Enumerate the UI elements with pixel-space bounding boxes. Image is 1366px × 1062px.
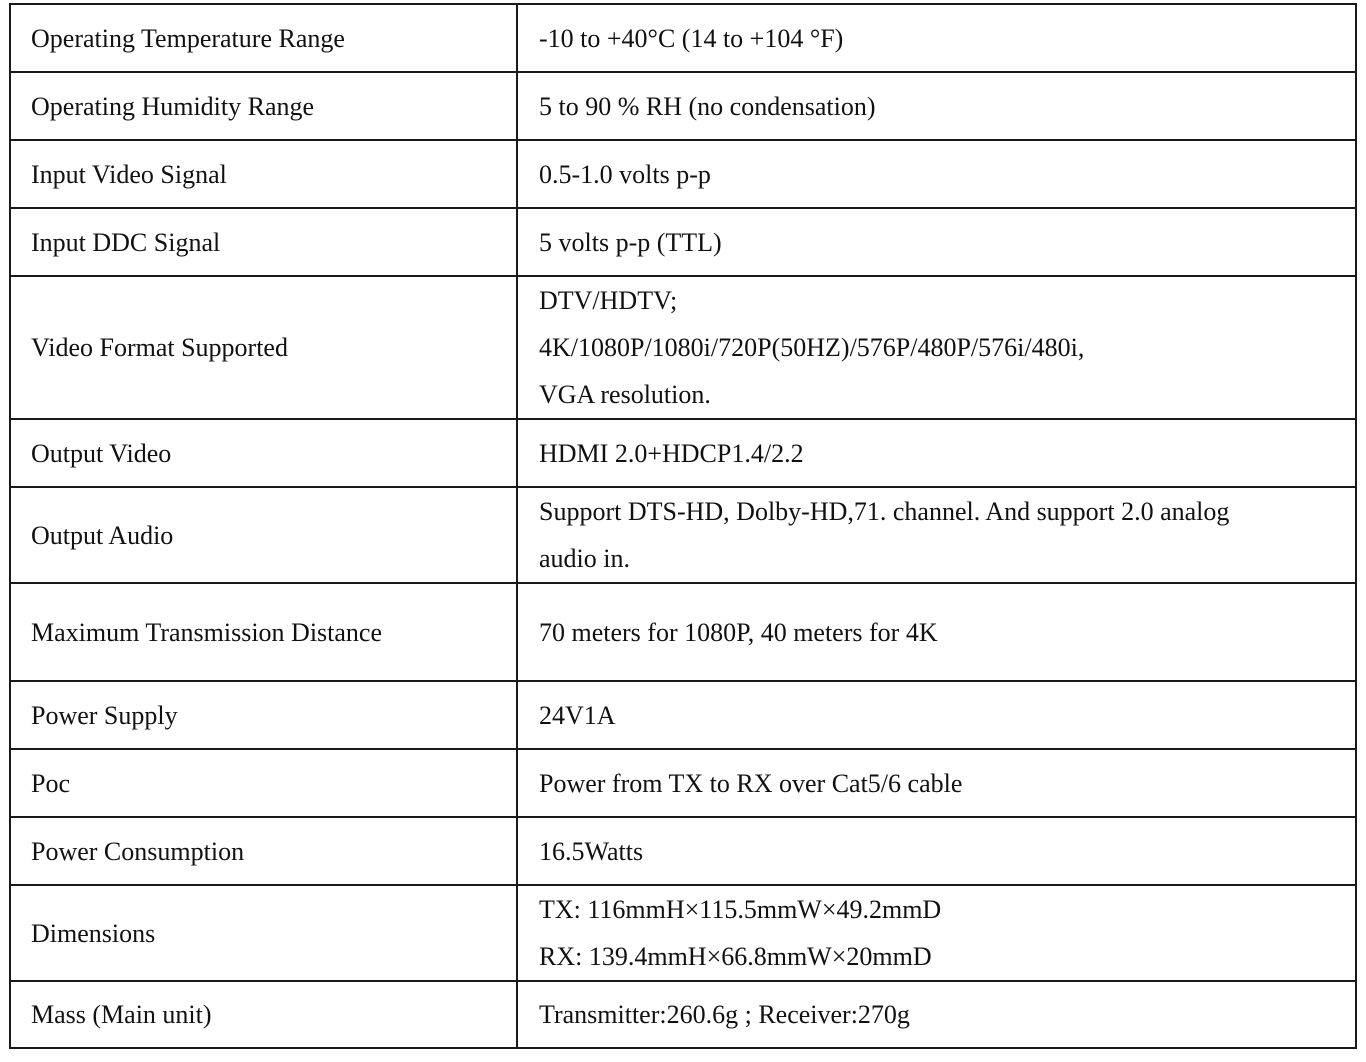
spec-label: Input DDC Signal [10, 208, 517, 276]
spec-value [517, 208, 1356, 276]
spec-row-max-transmission-distance [10, 583, 1356, 681]
spec-value-line: HDMI 2.0+HDCP1.4/2.2 [539, 438, 804, 468]
spec-row-mass [10, 981, 1356, 1048]
spec-row-output-audio [10, 487, 1356, 583]
spec-value-line: RX: 139.4mmH×66.8mmW×20mmD [539, 942, 932, 971]
spec-value [517, 140, 1356, 208]
spec-label: Output Video [10, 419, 517, 487]
spec-value [517, 419, 1356, 487]
spec-row-input-video-signal [10, 140, 1356, 208]
spec-row-input-ddc-signal [10, 208, 1356, 276]
spec-value-line: 24V1A [539, 700, 616, 730]
spec-value-line: TX: 116mmH×115.5mmW×49.2mmD [539, 895, 942, 924]
spec-label: Operating Humidity Range [10, 72, 517, 140]
spec-row-video-format [10, 276, 1356, 419]
spec-label: Operating Temperature Range [10, 4, 517, 72]
spec-value [517, 681, 1356, 749]
spec-value-line: Power from TX to RX over Cat5/6 cable [539, 768, 963, 798]
spec-value [517, 4, 1356, 72]
spec-value-line: Transmitter:260.6g ; Receiver:270g [539, 1000, 910, 1029]
spec-row-power-supply [10, 681, 1356, 749]
spec-label: Dimensions [10, 885, 517, 981]
spec-value-line: Support DTS-HD, Dolby-HD,71. channel. And support 2.0 analog [539, 497, 1230, 526]
spec-label: Input Video Signal [10, 140, 517, 208]
spec-label: Poc [10, 749, 517, 817]
spec-value-line: -10 to +40°C (14 to +104 °F) [539, 23, 844, 53]
spec-label: Power Supply [10, 681, 517, 749]
spec-value-line: 70 meters for 1080P, 40 meters for 4K [539, 617, 938, 647]
spec-row-power-consumption [10, 817, 1356, 885]
specifications-table [9, 3, 1357, 1049]
spec-value-line: VGA resolution. [539, 380, 711, 409]
spec-label: Maximum Transmission Distance [10, 583, 517, 681]
spec-value [517, 72, 1356, 140]
spec-label: Video Format Supported [10, 276, 517, 419]
spec-value [517, 276, 1356, 419]
spec-value-line: 4K/1080P/1080i/720P(50HZ)/576P/480P/576i/480i, [539, 333, 1085, 362]
spec-row-poc [10, 749, 1356, 817]
spec-value [517, 981, 1356, 1048]
spec-label: Mass (Main unit) [10, 981, 517, 1048]
spec-value-line: DTV/HDTV; [539, 286, 678, 315]
spec-value [517, 885, 1356, 981]
spec-value-line: 5 to 90 % RH (no condensation) [539, 91, 876, 121]
spec-label: Output Audio [10, 487, 517, 583]
spec-row-operating-temperature [10, 4, 1356, 72]
spec-value-line: 16.5Watts [539, 836, 644, 866]
spec-value [517, 749, 1356, 817]
spec-value-line: 0.5-1.0 volts p-p [539, 159, 711, 189]
spec-value [517, 487, 1356, 583]
spec-row-output-video [10, 419, 1356, 487]
spec-row-operating-humidity [10, 72, 1356, 140]
spec-value [517, 817, 1356, 885]
spec-value-line: audio in. [539, 544, 630, 573]
spec-value [517, 583, 1356, 681]
spec-label: Power Consumption [10, 817, 517, 885]
spec-value-line: 5 volts p-p (TTL) [539, 227, 722, 257]
spec-row-dimensions [10, 885, 1356, 981]
